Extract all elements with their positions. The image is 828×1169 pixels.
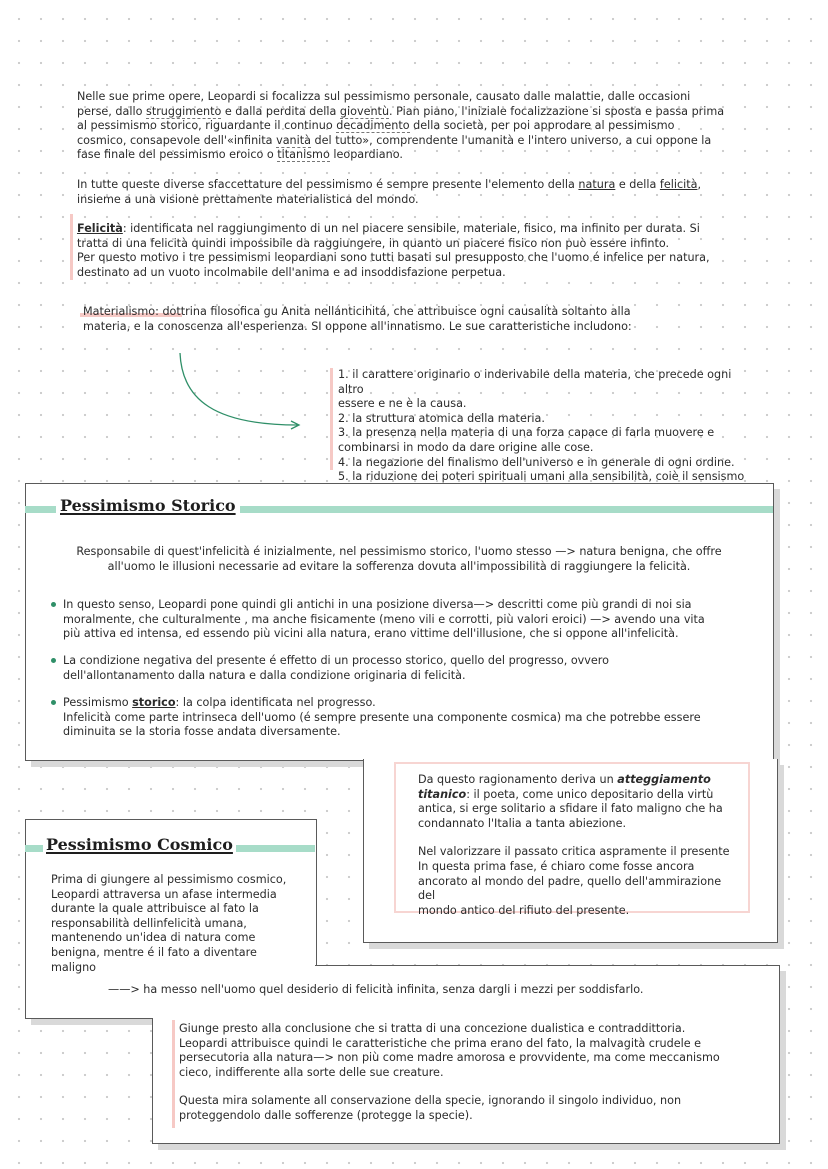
curved-arrow-icon xyxy=(170,345,310,440)
spacer xyxy=(418,831,738,845)
storico-bullet-1 xyxy=(63,598,753,642)
materialismo-line: materia, e la conoscenza all'esperienza. SI oppone all'innatismo. Le sue caratteristiche includono: xyxy=(83,319,632,333)
bullet-line: La condizione negativa del presente é effetto di un processo storico, quello del progresso, ovvero xyxy=(63,654,609,667)
cosmico-intro-line: Leopardi attraversa un afase intermedia xyxy=(51,887,277,901)
felicita-line: destinato ad un vuoto incolmabile dell'anima e ad insoddisfazione perpetua. xyxy=(77,265,506,279)
text: , xyxy=(697,178,702,191)
underlined-word: felicità xyxy=(659,178,698,191)
bullet-line: dell'allontanamento dalla natura e dalla condizione originaria di felicità. xyxy=(63,668,466,682)
storico-intro-line: Responsabile di quest'infelicità é inizialmente, nel pessimismo storico, l'uomo stesso —> natura benigna, che offre xyxy=(76,545,722,558)
text: e dalla perdita della xyxy=(221,104,340,118)
underlined-word: natura xyxy=(578,178,616,191)
bullet-icon xyxy=(51,700,56,705)
text: cosmico, consapevole dell'«infinita xyxy=(77,133,277,147)
text: Pessimismo xyxy=(63,696,133,709)
nature-line xyxy=(77,178,757,193)
materialismo-paragraph xyxy=(83,305,763,334)
titanico-line: condannato l'Italia a tanta abiezione. xyxy=(418,816,627,830)
titanico-line: Nel valorizzare il passato critica aspramente il presente xyxy=(418,845,730,859)
cosmico-intro-line: benigna, mentre é il fato a diventare xyxy=(51,945,257,959)
text: In tutte queste diverse sfaccettature del pessimismo é sempre presente l'elemento della xyxy=(77,178,579,191)
text: al pessimismo storico, riguardante il continuo xyxy=(77,119,337,133)
storico-title-wrap xyxy=(56,496,240,518)
intro-line xyxy=(77,148,757,163)
text: Da questo ragionamento deriva un xyxy=(418,773,618,786)
cosmico-intro-line: Prima di giungere al pessimismo cosmico, xyxy=(51,873,287,886)
text: del tutto», comprendente l'umanità e l'intero universo, a cui oppone la xyxy=(311,133,712,147)
emphasis: titanico xyxy=(418,787,467,801)
bullet-line xyxy=(63,696,753,711)
felicita-line: tratta di una felicità quindi impossibile da raggiungere, in quanto un piacere fisico non può essere infinto. xyxy=(77,236,670,250)
intro-line xyxy=(77,105,757,120)
cosmico-arrow-line: ——> ha messo nell'uomo quel desiderio di felicità infinita, senza dargli i mezzi per soddisfarlo. xyxy=(108,983,644,996)
titanico-line: antica, si erge solitario a sfidare il fato maligno che ha xyxy=(418,802,723,816)
characteristics-list xyxy=(338,368,758,485)
bullet-line: In questo senso, Leopardi pone quindi gli antichi in una posizione diversa—> descritti come più grandi di noi sia xyxy=(63,598,692,611)
list-item: combinarsi in modo da dare origine alle cose. xyxy=(338,440,594,454)
nature-paragraph xyxy=(77,178,757,207)
storico-bullet-3 xyxy=(63,696,753,740)
cosmico-intro-line: maligno xyxy=(51,960,97,974)
section-title-storico: Pessimismo Storico xyxy=(60,496,236,515)
list-item: essere e ne è la causa. xyxy=(338,397,467,411)
bullet-icon xyxy=(51,602,56,607)
dashed-word: vanità xyxy=(276,133,311,147)
conclusion-line: Giunge presto alla conclusione che si tratta di una concezione dualistica e contraddittoria. xyxy=(179,1022,686,1035)
list-item: 3. la presenza nella materia di una forza capace di farla muovere e xyxy=(338,426,715,440)
dashed-word: decadimento xyxy=(336,119,410,133)
list-item: 2. la struttura atomica della materia. xyxy=(338,411,545,425)
titanico-paragraph xyxy=(418,773,738,918)
text: : la colpa identificata nel progresso. xyxy=(175,696,376,709)
list-item: 4. la negazione del finalismo dell'universo e in generale di ogni ordine. xyxy=(338,455,735,469)
dashed-word: titanismo xyxy=(277,148,330,162)
text: : il poeta, come unico depositario della virtù xyxy=(466,787,714,801)
pink-accent-bar xyxy=(70,214,73,280)
materialismo-line: Materialismo: dottrina filosofica gu Anita nellánticihitá, che attribuisce ogni causalità soltanto alla xyxy=(83,305,631,318)
bullet-line: più attiva ed intensa, ed essendo più vicini alla natura, erano vittime dell'illusione, che si oppone all'infelicità. xyxy=(63,627,679,641)
pink-accent-bar xyxy=(172,1020,175,1128)
storico-intro-line: all'uomo le illusioni necessarie ad evitare la sofferenza dovuta all'impossibilità di raggiungere la felicità. xyxy=(107,559,691,573)
conclusion-line: cieco, indifferente alla sorte delle sue creature. xyxy=(179,1065,444,1079)
cosmico-intro xyxy=(51,873,301,975)
text: e della xyxy=(615,178,660,191)
titanico-line: mondo antico del rifiuto del presente. xyxy=(418,903,630,917)
list-item: 1. il carattere originario o inderivabile della materia, che precede ogni altro xyxy=(338,368,732,396)
storico-bullet-2 xyxy=(63,654,753,683)
cosmico-conclusion xyxy=(179,1022,769,1124)
bullet-icon xyxy=(51,658,56,663)
titanico-line: ancorato al mondo del padre, quello dell'ammirazione del xyxy=(418,874,722,903)
titanico-line xyxy=(418,788,738,803)
divider xyxy=(315,965,779,966)
felicita-line xyxy=(77,222,757,237)
conclusion-line: proteggendolo dalle sofferenze (protegge la specie). xyxy=(179,1108,473,1122)
conclusion-line: Questa mira solamente all conservazione della specie, ignorando il singolo individuo, non xyxy=(179,1094,682,1108)
cosmico-intro-line: mantenendo un'idea di natura come xyxy=(51,931,256,945)
intro-paragraph xyxy=(77,90,757,163)
bullet-line: Infelicità come parte intrinseca dell'uomo (é sempre presente una componente cosmica) ma che potrebbe essere xyxy=(63,710,701,724)
conclusion-line: Leopardi attribuisce quindi le caratteristiche che prima erano del fato, la malvagità crudele e xyxy=(179,1036,702,1050)
conclusion-line: persecutoria alla natura—> non più come madre amorosa e provvidente, ma come meccanismo xyxy=(179,1051,720,1065)
underlined-word: storico xyxy=(132,696,176,709)
bullet-line: diminuita se la storia fosse andata diversamente. xyxy=(63,725,341,739)
text: fase finale del pessimismo eroico o xyxy=(77,148,278,162)
bullet-line: moralmente, che culturalmente , ma anche fisicamente (meno vili e corrotti, più valori eroici) —> avendo una vita xyxy=(63,612,705,626)
text: leopardiano. xyxy=(329,148,403,162)
text: della società, per poi approdare al pessimismo xyxy=(409,119,675,133)
dashed-word: struggimento xyxy=(145,104,222,118)
cosmico-intro-line: durante la quale attribuisce al fato la xyxy=(51,902,259,916)
storico-intro xyxy=(40,545,758,574)
intro-line xyxy=(77,134,757,149)
text: . Pian piano, l'iniziale focalizzazione si sposta e passa prima xyxy=(389,104,725,118)
emphasis: atteggiamento xyxy=(617,773,711,786)
cosmico-title-wrap xyxy=(43,835,236,857)
titanico-line xyxy=(418,773,738,788)
dashed-word: gioventù xyxy=(339,104,390,118)
felicita-term: Felicità xyxy=(77,222,123,235)
pink-accent-bar xyxy=(330,368,333,470)
spacer xyxy=(179,1080,769,1094)
intro-line xyxy=(77,119,757,134)
text: perse, dallo xyxy=(77,104,146,118)
text: : identificata nel raggiungimento di un nel piacere sensibile, materiale, fisico, ma infinito per durata. Si xyxy=(122,222,700,235)
section-title-cosmico: Pessimismo Cosmico xyxy=(46,835,233,854)
felicita-line: Per questo motivo i tre pessimismi leopardiani sono tutti basati sul presupposto che l'uomo é infelice per natura, xyxy=(77,251,710,265)
list-item: 5. la riduzione dei poteri spirituali umani alla sensibilità, coiè il sensismo xyxy=(338,470,745,484)
felicita-paragraph xyxy=(77,222,757,280)
nature-line: insieme a una visione prettamente materialistica del mondo. xyxy=(77,192,419,206)
cosmico-intro-line: responsabilità dellinfelicità umana, xyxy=(51,916,247,930)
intro-line: Nelle sue prime opere, Leopardi si focalizza sul pessimismo personale, causato dalle malattie, dalle occasioni xyxy=(77,90,691,103)
titanico-line: In questa prima fase, é chiaro come fosse ancora xyxy=(418,859,695,873)
